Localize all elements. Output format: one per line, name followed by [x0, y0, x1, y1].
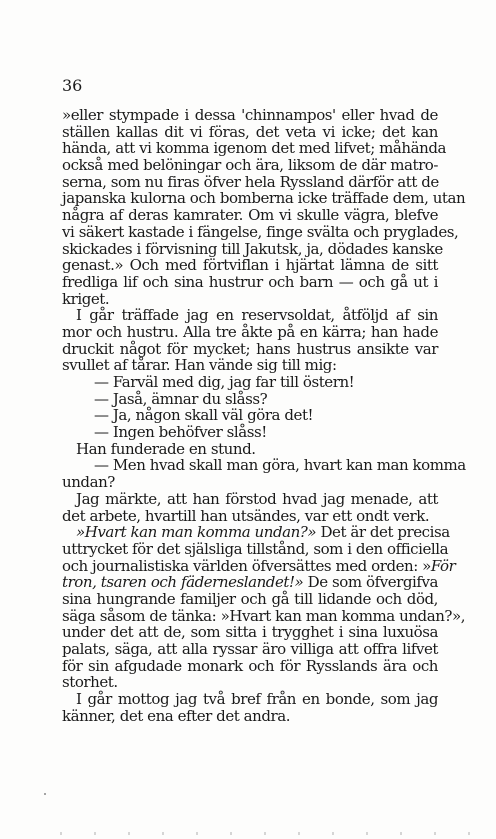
text-line-mixed	[62, 574, 438, 591]
body-text	[62, 106, 466, 725]
text-line: fredliga lif och sina hustrur och barn — och gå ut i	[62, 272, 438, 291]
text-line: kriget.	[62, 289, 110, 308]
text-line: säga såsom de tänka: »Hvart kan man komma undan?»,	[62, 606, 466, 625]
text-fragment: och journalistiska världen öfversättes med orden: »	[62, 556, 431, 575]
text-line-mixed	[62, 556, 456, 575]
scan-speck	[44, 793, 46, 795]
text-line: för sin afgudade monark och för Rysslands ära och	[62, 656, 438, 675]
text-line: skickades i förvisning till Jakutsk, ja, dödades kanske	[62, 239, 443, 258]
text-line: serna, som nu firas öfver hela Ryssland därför att de	[62, 172, 439, 191]
text-line: sina hungrande familjer och gå till lidande och död,	[62, 589, 438, 608]
text-line: hända, att vi komma igenom det med lifvet; måhända	[62, 139, 446, 158]
text-line: japanska kulorna och bomberna icke träffade dem, utan	[62, 189, 466, 208]
dialogue-line: — Farväl med dig, jag far till östern!	[94, 373, 355, 391]
dialogue-line: — Men hvad skall man göra, hvart kan man komma	[94, 456, 466, 475]
text-line: svullet af tårar. Han vände sig till mig:	[62, 356, 337, 375]
italic-phrase: »Hvart kan man komma undan?»	[76, 523, 317, 542]
text-line: uttrycket för det själsliga tillstånd, som i den officiella	[62, 539, 449, 558]
text-line: druckit något för mycket; hans hustrus ansikte var	[62, 339, 438, 358]
text-line: I går träffade jag en reservsoldat, åtföljd af sin	[76, 306, 438, 325]
text-line: undan?	[62, 473, 115, 492]
text-line: ställen kallas dit vi föras, det veta vi icke; det kan	[62, 122, 438, 141]
text-line: känner, det ena efter det andra.	[62, 706, 291, 725]
dialogue-line: — Ja, någon skall väl göra det!	[94, 406, 314, 425]
text-line: Han funderade en stund.	[76, 439, 256, 458]
italic-phrase: För	[430, 556, 456, 575]
page-number: 36	[62, 76, 83, 95]
text-line: under det att de, som sitta i trygghet i sina luxuösa	[62, 623, 438, 642]
text-line: »eller stympade i dessa 'chinnampos' eller hvad de	[62, 106, 438, 124]
dialogue-line: — Jaså, ämnar du slåss?	[94, 389, 268, 408]
text-line: I går mottog jag två bref från en bonde, som jag	[76, 690, 438, 709]
text-line: också med belöningar och ära, liksom de där matro-	[62, 156, 438, 175]
text-fragment: De som öfvergifva	[307, 573, 438, 592]
text-line: vi säkert kastade i fängelse, finge svälta och pryglades,	[62, 222, 459, 241]
text-line-mixed	[62, 523, 450, 542]
scan-edge-noise	[60, 832, 490, 835]
text-line: genast.» Och med förtviflan i hjärtat lämna de sitt	[62, 256, 438, 275]
text-line: Jag märkte, att han förstod hvad jag menade, att	[76, 489, 438, 508]
dialogue-line: — Ingen behöfver slåss!	[94, 423, 267, 442]
text-line: några af deras kamrater. Om vi skulle vägra, blefve	[62, 206, 438, 225]
text-fragment: Det är det precisa	[320, 523, 450, 542]
text-line: det arbete, hvartill han utsändes, var ett ondt verk.	[62, 506, 430, 525]
text-line: storhet.	[62, 673, 118, 692]
italic-phrase: tron, tsaren och fäderneslandet!»	[62, 573, 304, 592]
text-line: palats, säga, att alla ryssar äro villiga att offra lifvet	[62, 640, 438, 658]
text-line: mor och hustru. Alla tre åkte på en kärra; han hade	[62, 322, 438, 341]
